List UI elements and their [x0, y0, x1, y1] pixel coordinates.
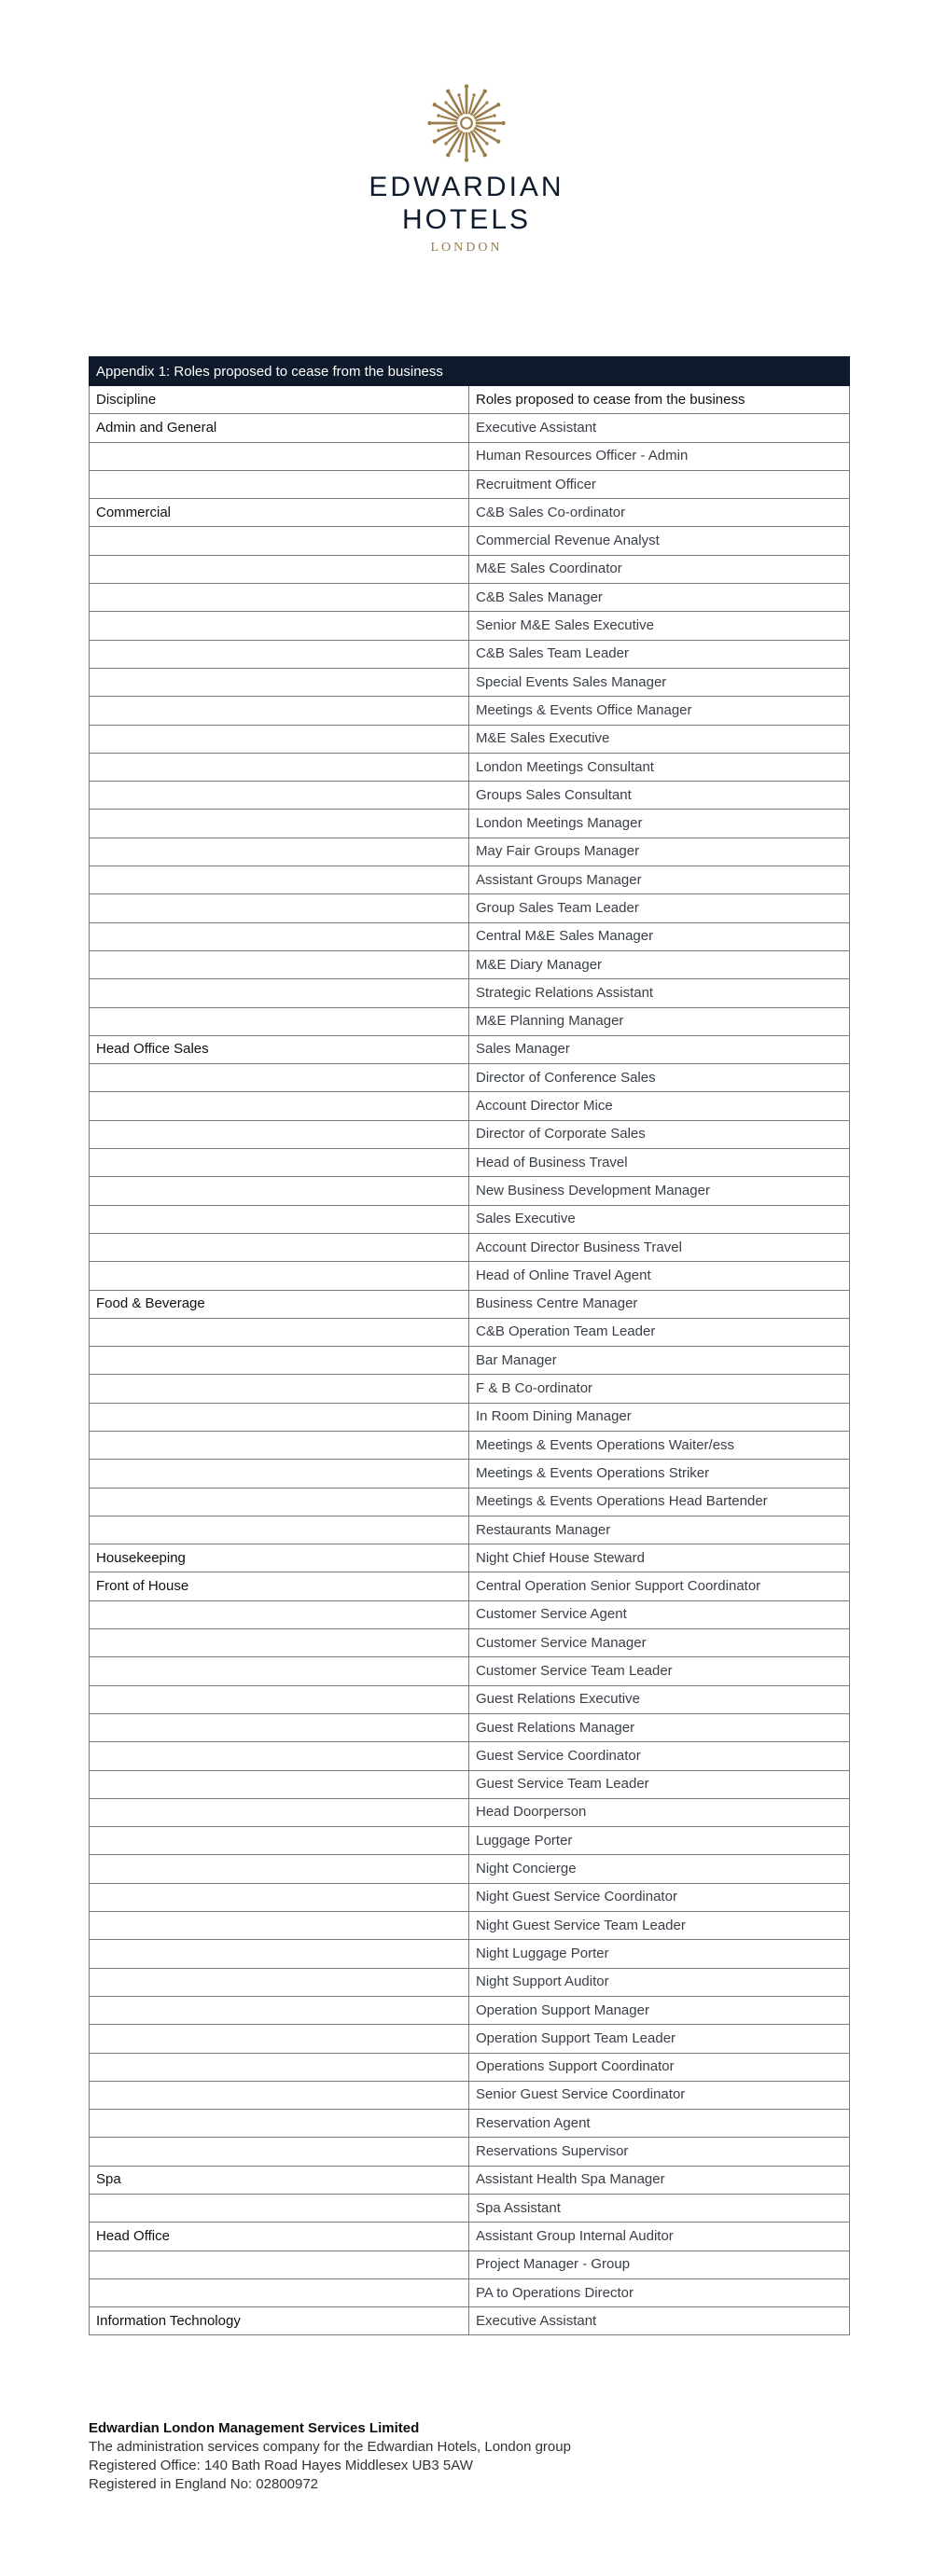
table-row	[90, 2251, 850, 2278]
table-row	[90, 640, 850, 668]
role-cell: Reservation Agent	[469, 2110, 850, 2138]
discipline-cell: Spa	[90, 2166, 469, 2194]
discipline-cell	[90, 1713, 469, 1741]
discipline-cell	[90, 1488, 469, 1516]
table-row	[90, 612, 850, 640]
discipline-cell	[90, 668, 469, 696]
discipline-cell	[90, 470, 469, 498]
discipline-cell	[90, 1600, 469, 1628]
discipline-cell	[90, 584, 469, 612]
discipline-cell	[90, 1855, 469, 1883]
role-cell: Meetings & Events Operations Striker	[469, 1460, 850, 1488]
discipline-cell	[90, 1516, 469, 1544]
table-row	[90, 810, 850, 838]
role-cell: Strategic Relations Assistant	[469, 979, 850, 1007]
table-row	[90, 1205, 850, 1233]
table-row	[90, 668, 850, 696]
table-row	[90, 1375, 850, 1403]
role-cell: Account Director Mice	[469, 1092, 850, 1120]
role-cell: Customer Service Agent	[469, 1600, 850, 1628]
table-row	[90, 2138, 850, 2166]
role-cell: Restaurants Manager	[469, 1516, 850, 1544]
brand-location: LONDON	[430, 241, 503, 255]
discipline-cell	[90, 1996, 469, 2024]
table-row	[90, 2025, 850, 2053]
table-row	[90, 1798, 850, 1826]
discipline-cell: Commercial	[90, 499, 469, 527]
discipline-cell	[90, 1177, 469, 1205]
table-row	[90, 1770, 850, 1798]
discipline-cell	[90, 612, 469, 640]
discipline-cell: Head Office Sales	[90, 1035, 469, 1063]
discipline-cell	[90, 2025, 469, 2053]
table-row	[90, 499, 850, 527]
role-cell: C&B Sales Co-ordinator	[469, 499, 850, 527]
table-row	[90, 1742, 850, 1770]
table-row	[90, 1572, 850, 1600]
role-cell: Guest Service Team Leader	[469, 1770, 850, 1798]
table-row	[90, 1996, 850, 2024]
column-header-discipline: Discipline	[90, 386, 469, 414]
role-cell: May Fair Groups Manager	[469, 838, 850, 866]
table-row	[90, 2195, 850, 2223]
discipline-cell	[90, 1685, 469, 1713]
role-cell: Human Resources Officer - Admin	[469, 442, 850, 470]
discipline-cell	[90, 1120, 469, 1148]
role-cell: Head Doorperson	[469, 1798, 850, 1826]
column-header-roles: Roles proposed to cease from the business	[469, 386, 850, 414]
table-caption: Appendix 1: Roles proposed to cease from the business	[90, 357, 850, 386]
table-row	[90, 1516, 850, 1544]
role-cell: Operation Support Team Leader	[469, 2025, 850, 2053]
role-cell: New Business Development Manager	[469, 1177, 850, 1205]
table-row	[90, 1347, 850, 1375]
role-cell: Night Guest Service Coordinator	[469, 1883, 850, 1911]
discipline-cell	[90, 1092, 469, 1120]
discipline-cell	[90, 2251, 469, 2278]
footer-registered-office: Registered Office: 140 Bath Road Hayes Middlesex UB3 5AW	[89, 2458, 473, 2473]
table-row	[90, 1064, 850, 1092]
table-row	[90, 1883, 850, 1911]
role-cell: Assistant Groups Manager	[469, 866, 850, 894]
role-cell: Guest Service Coordinator	[469, 1742, 850, 1770]
discipline-cell	[90, 1742, 469, 1770]
role-cell: London Meetings Consultant	[469, 753, 850, 781]
discipline-cell	[90, 1827, 469, 1855]
table-row	[90, 527, 850, 555]
discipline-cell	[90, 640, 469, 668]
table-row	[90, 2053, 850, 2081]
table-row	[90, 1912, 850, 1940]
table-row	[90, 1629, 850, 1657]
table-row	[90, 584, 850, 612]
discipline-cell	[90, 979, 469, 1007]
footer-description: The administration services company for the Edwardian Hotels, London group	[89, 2439, 571, 2455]
discipline-cell	[90, 1431, 469, 1459]
table-row	[90, 2223, 850, 2251]
footer-registration-number: Registered in England No: 02800972	[89, 2476, 319, 2492]
role-cell: Commercial Revenue Analyst	[469, 527, 850, 555]
table-row	[90, 1233, 850, 1261]
table-row	[90, 1600, 850, 1628]
role-cell: In Room Dining Manager	[469, 1403, 850, 1431]
table-row	[90, 950, 850, 978]
role-cell: M&E Sales Coordinator	[469, 555, 850, 583]
table-row	[90, 725, 850, 753]
table-row	[90, 1968, 850, 1996]
discipline-cell	[90, 1770, 469, 1798]
footer	[89, 2419, 849, 2494]
brand-name-line2: HOTELS	[401, 204, 532, 235]
role-cell: Meetings & Events Operations Waiter/ess	[469, 1431, 850, 1459]
role-cell: M&E Diary Manager	[469, 950, 850, 978]
discipline-cell: Admin and General	[90, 414, 469, 442]
role-cell: Spa Assistant	[469, 2195, 850, 2223]
table-row	[90, 1149, 850, 1177]
role-cell: Guest Relations Manager	[469, 1713, 850, 1741]
role-cell: Meetings & Events Office Manager	[469, 697, 850, 725]
discipline-cell	[90, 2110, 469, 2138]
table-body	[90, 414, 850, 2335]
table-row	[90, 442, 850, 470]
table-row	[90, 1940, 850, 1968]
role-cell: Night Guest Service Team Leader	[469, 1912, 850, 1940]
table-row	[90, 782, 850, 810]
role-cell: Executive Assistant	[469, 414, 850, 442]
table-row	[90, 1713, 850, 1741]
table-row	[90, 2081, 850, 2109]
role-cell: Central M&E Sales Manager	[469, 922, 850, 950]
discipline-cell	[90, 2053, 469, 2081]
brand-name-line1: EDWARDIAN	[369, 172, 564, 202]
role-cell: Recruitment Officer	[469, 470, 850, 498]
discipline-cell	[90, 1233, 469, 1261]
table-caption-row	[90, 357, 850, 386]
table-row	[90, 838, 850, 866]
table-row	[90, 1657, 850, 1685]
table-row	[90, 1544, 850, 1572]
brand-logo	[0, 84, 933, 256]
table-row	[90, 1488, 850, 1516]
discipline-cell	[90, 838, 469, 866]
role-cell: Night Chief House Steward	[469, 1544, 850, 1572]
role-cell: Assistant Health Spa Manager	[469, 2166, 850, 2194]
role-cell: Night Luggage Porter	[469, 1940, 850, 1968]
starburst-logo-icon	[427, 84, 506, 162]
discipline-cell: Housekeeping	[90, 1544, 469, 1572]
discipline-cell	[90, 1657, 469, 1685]
discipline-cell: Front of House	[90, 1572, 469, 1600]
discipline-cell	[90, 866, 469, 894]
discipline-cell	[90, 725, 469, 753]
role-cell: Account Director Business Travel	[469, 1233, 850, 1261]
role-cell: Project Manager - Group	[469, 2251, 850, 2278]
role-cell: Assistant Group Internal Auditor	[469, 2223, 850, 2251]
footer-company-name: Edwardian London Management Services Limited	[89, 2420, 420, 2436]
role-cell: Head of Business Travel	[469, 1149, 850, 1177]
role-cell: PA to Operations Director	[469, 2278, 850, 2306]
role-cell: Sales Executive	[469, 1205, 850, 1233]
role-cell: Operations Support Coordinator	[469, 2053, 850, 2081]
discipline-cell: Head Office	[90, 2223, 469, 2251]
table-row	[90, 1685, 850, 1713]
role-cell: Guest Relations Executive	[469, 1685, 850, 1713]
table-row	[90, 1092, 850, 1120]
discipline-cell	[90, 1205, 469, 1233]
discipline-cell	[90, 527, 469, 555]
role-cell: Night Support Auditor	[469, 1968, 850, 1996]
table-row	[90, 1318, 850, 1346]
table-row	[90, 2110, 850, 2138]
role-cell: Senior M&E Sales Executive	[469, 612, 850, 640]
discipline-cell	[90, 1912, 469, 1940]
discipline-cell	[90, 442, 469, 470]
table-row	[90, 1120, 850, 1148]
role-cell: Central Operation Senior Support Coordinator	[469, 1572, 850, 1600]
table-row	[90, 697, 850, 725]
table-row	[90, 1007, 850, 1035]
discipline-cell	[90, 894, 469, 922]
discipline-cell	[90, 1007, 469, 1035]
table-row	[90, 1855, 850, 1883]
discipline-cell	[90, 922, 469, 950]
discipline-cell	[90, 2081, 469, 2109]
role-cell: F & B Co-ordinator	[469, 1375, 850, 1403]
discipline-cell	[90, 1403, 469, 1431]
table-row	[90, 922, 850, 950]
table-row	[90, 753, 850, 781]
role-cell: Meetings & Events Operations Head Bartender	[469, 1488, 850, 1516]
discipline-cell	[90, 1318, 469, 1346]
discipline-cell	[90, 1064, 469, 1092]
discipline-cell	[90, 1629, 469, 1657]
discipline-cell	[90, 2278, 469, 2306]
discipline-cell: Information Technology	[90, 2307, 469, 2335]
role-cell: Reservations Supervisor	[469, 2138, 850, 2166]
role-cell: Group Sales Team Leader	[469, 894, 850, 922]
discipline-cell	[90, 753, 469, 781]
discipline-cell	[90, 1460, 469, 1488]
role-cell: London Meetings Manager	[469, 810, 850, 838]
discipline-cell	[90, 1798, 469, 1826]
table-row	[90, 1827, 850, 1855]
discipline-cell	[90, 810, 469, 838]
role-cell: Sales Manager	[469, 1035, 850, 1063]
role-cell: Director of Conference Sales	[469, 1064, 850, 1092]
role-cell: Senior Guest Service Coordinator	[469, 2081, 850, 2109]
discipline-cell	[90, 1883, 469, 1911]
discipline-cell	[90, 950, 469, 978]
table-header-row	[90, 386, 850, 414]
role-cell: C&B Operation Team Leader	[469, 1318, 850, 1346]
discipline-cell	[90, 782, 469, 810]
discipline-cell	[90, 2195, 469, 2223]
table-row	[90, 1431, 850, 1459]
role-cell: M&E Sales Executive	[469, 725, 850, 753]
role-cell: Customer Service Team Leader	[469, 1657, 850, 1685]
role-cell: Business Centre Manager	[469, 1290, 850, 1318]
discipline-cell	[90, 1347, 469, 1375]
roles-table-container	[89, 356, 849, 2335]
table-row	[90, 470, 850, 498]
discipline-cell	[90, 555, 469, 583]
role-cell: Bar Manager	[469, 1347, 850, 1375]
table-row	[90, 1460, 850, 1488]
role-cell: Groups Sales Consultant	[469, 782, 850, 810]
role-cell: Luggage Porter	[469, 1827, 850, 1855]
role-cell: Executive Assistant	[469, 2307, 850, 2335]
table-row	[90, 1262, 850, 1290]
table-row	[90, 2278, 850, 2306]
discipline-cell	[90, 1262, 469, 1290]
roles-table	[89, 356, 850, 2335]
role-cell: Customer Service Manager	[469, 1629, 850, 1657]
discipline-cell	[90, 1968, 469, 1996]
discipline-cell	[90, 1375, 469, 1403]
role-cell: C&B Sales Team Leader	[469, 640, 850, 668]
table-row	[90, 1177, 850, 1205]
table-row	[90, 414, 850, 442]
table-row	[90, 894, 850, 922]
table-row	[90, 555, 850, 583]
discipline-cell: Food & Beverage	[90, 1290, 469, 1318]
role-cell: C&B Sales Manager	[469, 584, 850, 612]
discipline-cell	[90, 1940, 469, 1968]
table-row	[90, 1403, 850, 1431]
discipline-cell	[90, 697, 469, 725]
role-cell: Operation Support Manager	[469, 1996, 850, 2024]
table-row	[90, 979, 850, 1007]
role-cell: Night Concierge	[469, 1855, 850, 1883]
role-cell: Director of Corporate Sales	[469, 1120, 850, 1148]
table-row	[90, 866, 850, 894]
role-cell: Special Events Sales Manager	[469, 668, 850, 696]
discipline-cell	[90, 2138, 469, 2166]
table-row	[90, 2166, 850, 2194]
role-cell: M&E Planning Manager	[469, 1007, 850, 1035]
table-row	[90, 1035, 850, 1063]
role-cell: Head of Online Travel Agent	[469, 1262, 850, 1290]
table-row	[90, 2307, 850, 2335]
table-row	[90, 1290, 850, 1318]
discipline-cell	[90, 1149, 469, 1177]
